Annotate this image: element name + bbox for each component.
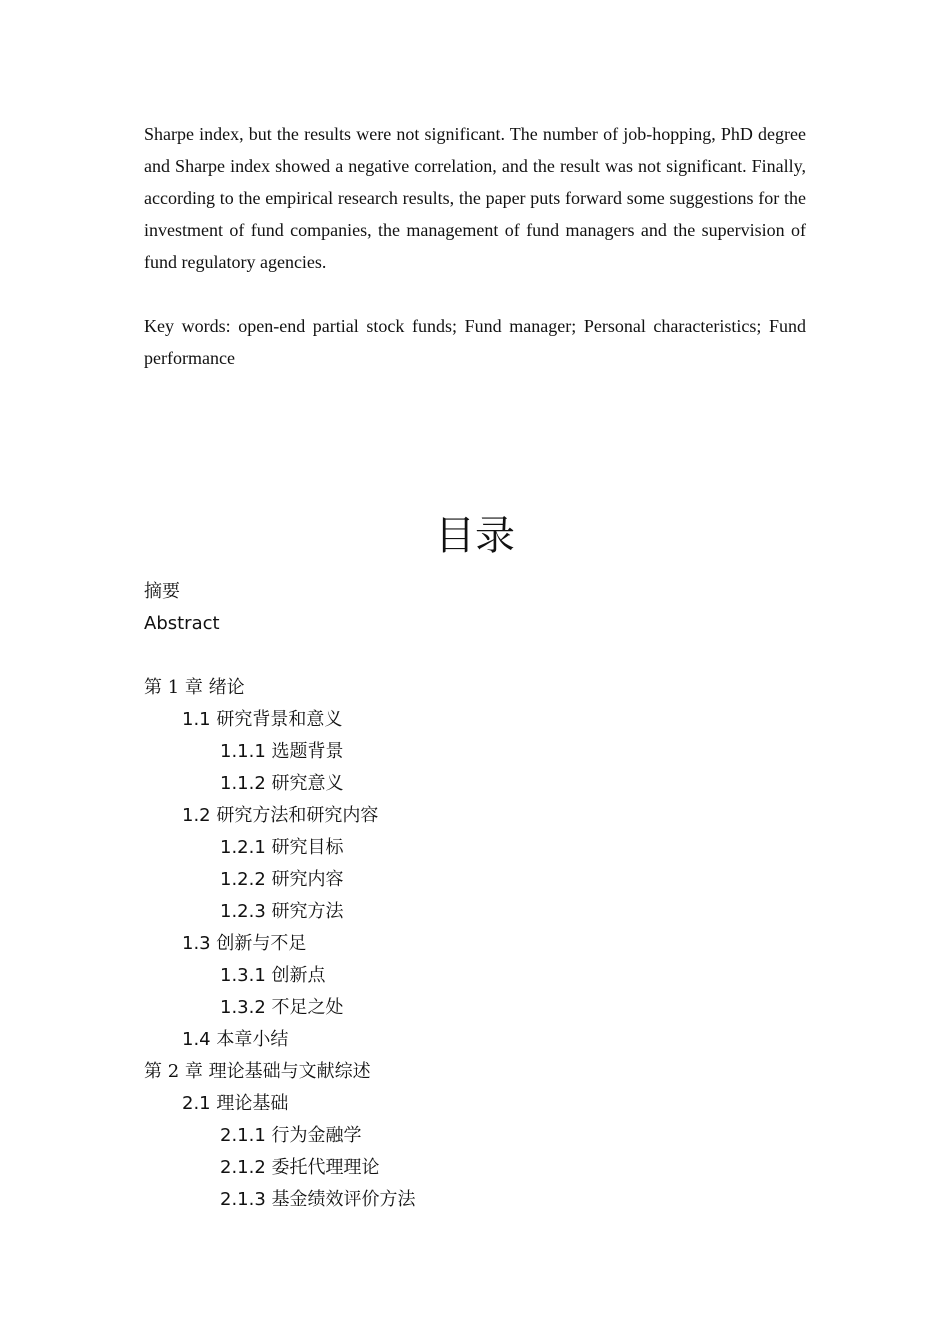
toc-entry-label: 委托代理理论 [271,1157,380,1178]
toc-entry[interactable] [144,671,806,703]
toc-entry[interactable] [144,927,806,959]
abstract-paragraph: Sharpe index, but the results were not significant. The number of job-hopping, PhD degree and Sharpe index showed a negative correlation, and the result was not significant. Finally, according to the empirical research results, the paper puts forward some suggestions for the investment of fund companies, the management of fund managers and the supervision of fund regulatory agencies. [144,124,806,272]
toc-entry-number: 1.3.1 [220,965,272,986]
toc-entry-label: 研究内容 [271,869,344,890]
toc-entry[interactable] [144,1055,806,1087]
toc-entry-label: 摘要 [144,581,180,602]
toc-entry-label: 研究方法和研究内容 [216,805,379,826]
toc-entry [144,639,806,671]
toc-entry[interactable] [144,607,806,639]
toc-entry[interactable] [144,1183,806,1215]
toc-entry-number: 1.3.2 [220,997,272,1018]
toc-entry[interactable] [144,575,806,607]
toc-entry-label: 选题背景 [271,741,344,762]
toc-title: 目录 [435,513,515,559]
toc-entry[interactable] [144,1119,806,1151]
toc-entry[interactable] [144,863,806,895]
toc-entry-number: 2.1.2 [220,1157,272,1178]
keywords-line: Key words: open-end partial stock funds; Fund manager; Personal characteristics; Fund performance [144,316,806,368]
toc-entry[interactable] [144,735,806,767]
table-of-contents [144,575,806,1215]
toc-entry-number: 1.1 [182,709,217,730]
toc-entry[interactable] [144,1151,806,1183]
toc-entry-label: 绪论 [208,677,245,698]
toc-entry-number: 1.4 [182,1029,217,1050]
toc-entry[interactable] [144,991,806,1023]
toc-entry-label: 行为金融学 [271,1125,362,1146]
toc-entry-number: 1.3 [182,933,217,954]
toc-entry-number: 2.1.1 [220,1125,272,1146]
toc-entry-label: 研究目标 [271,837,344,858]
toc-entry-number: 1.2.2 [220,869,272,890]
toc-entry-number: 第 2 章 [144,1061,209,1082]
toc-entry-number: 1.1.1 [220,741,272,762]
toc-entry-label: 研究方法 [271,901,344,922]
toc-entry-label: 研究意义 [271,773,344,794]
toc-entry-label: 理论基础与文献综述 [208,1061,371,1082]
toc-entry[interactable] [144,767,806,799]
toc-entry-number: 1.2.3 [220,901,272,922]
toc-entry-label: 理论基础 [216,1093,289,1114]
toc-entry-label: 不足之处 [271,997,344,1018]
toc-entry-label: 研究背景和意义 [216,709,343,730]
toc-entry[interactable] [144,895,806,927]
toc-entry[interactable] [144,799,806,831]
toc-entry-number: 2.1.3 [220,1189,272,1210]
toc-entry-number: 1.2 [182,805,217,826]
toc-entry-number: 第 1 章 [144,677,209,698]
toc-entry-number: 1.1.2 [220,773,272,794]
toc-entry[interactable] [144,703,806,735]
toc-entry-label: 基金绩效评价方法 [271,1189,416,1210]
toc-entry-number: 1.2.1 [220,837,272,858]
toc-entry[interactable] [144,831,806,863]
toc-entry-label: 本章小结 [216,1029,289,1050]
toc-entry[interactable] [144,1087,806,1119]
toc-entry-number: 2.1 [182,1093,217,1114]
toc-entry-label: 创新与不足 [216,933,307,954]
toc-entry-label: 创新点 [271,965,326,986]
toc-entry[interactable] [144,1023,806,1055]
toc-entry-label: Abstract [144,613,220,634]
toc-entry[interactable] [144,959,806,991]
